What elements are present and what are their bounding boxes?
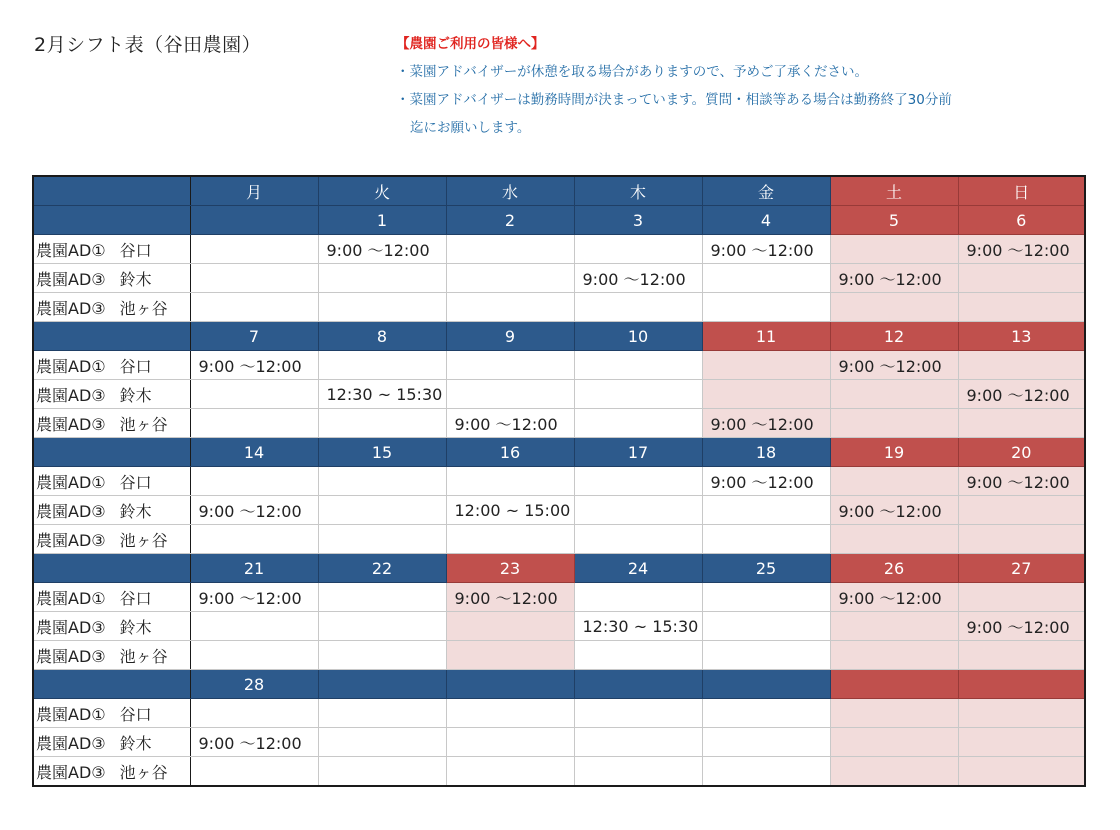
shift-cell: 9:00 ～12:00 <box>318 235 446 264</box>
shift-cell <box>958 728 1085 757</box>
date-cell <box>190 206 318 235</box>
staff-row <box>33 380 1085 409</box>
shift-cell <box>446 293 574 322</box>
shift-cell <box>318 351 446 380</box>
date-header-row <box>33 322 1085 351</box>
date-row-label-cell <box>33 670 190 699</box>
staff-id: 農園AD① <box>36 240 106 260</box>
shift-cell <box>830 699 958 728</box>
corner-header-cell <box>33 176 190 206</box>
shift-cell <box>958 525 1085 554</box>
shift-cell <box>190 293 318 322</box>
notice-line: 迄にお願いします。 <box>410 120 531 136</box>
shift-cell <box>830 728 958 757</box>
shift-cell <box>830 641 958 670</box>
shift-cell: 9:00 ～12:00 <box>958 380 1085 409</box>
date-cell: 15 <box>318 438 446 467</box>
shift-cell: 9:00 ～12:00 <box>958 467 1085 496</box>
staff-row <box>33 612 1085 641</box>
shift-cell <box>318 699 446 728</box>
shift-cell <box>830 380 958 409</box>
date-cell: 23 <box>446 554 574 583</box>
shift-cell <box>702 380 830 409</box>
date-cell <box>446 670 574 699</box>
shift-cell <box>702 293 830 322</box>
shift-cell <box>830 235 958 264</box>
shift-cell <box>702 612 830 641</box>
date-cell <box>958 670 1085 699</box>
staff-id: 農園AD③ <box>36 762 106 782</box>
staff-row <box>33 351 1085 380</box>
shift-cell: 9:00 ～12:00 <box>190 496 318 525</box>
shift-cell <box>318 467 446 496</box>
shift-cell <box>574 699 702 728</box>
staff-name: 谷口 <box>119 240 152 260</box>
staff-id: 農園AD③ <box>36 501 106 521</box>
staff-name: 谷口 <box>119 588 152 608</box>
shift-cell <box>830 293 958 322</box>
shift-cell: 9:00 ～12:00 <box>830 351 958 380</box>
staff-id: 農園AD③ <box>36 733 106 753</box>
shift-cell: 9:00 ～12:00 <box>958 612 1085 641</box>
staff-row <box>33 409 1085 438</box>
staff-name: 池ヶ谷 <box>119 530 168 550</box>
shift-cell: 9:00 ～12:00 <box>190 583 318 612</box>
shift-cell <box>830 757 958 787</box>
date-header-row <box>33 554 1085 583</box>
weekday-header-cell: 金 <box>702 176 830 206</box>
shift-cell <box>702 641 830 670</box>
shift-cell: 9:00 ～12:00 <box>446 409 574 438</box>
shift-cell <box>190 467 318 496</box>
shift-cell <box>574 641 702 670</box>
date-cell: 1 <box>318 206 446 235</box>
date-cell: 8 <box>318 322 446 351</box>
shift-cell <box>446 612 574 641</box>
shift-cell <box>574 380 702 409</box>
weekday-header-row <box>33 176 1085 206</box>
date-cell: 28 <box>190 670 318 699</box>
date-cell: 5 <box>830 206 958 235</box>
shift-cell <box>702 757 830 787</box>
staff-name: 鈴木 <box>119 385 152 405</box>
shift-cell <box>574 351 702 380</box>
shift-cell: 12:00 ~ 15:00 <box>446 496 574 525</box>
shift-cell <box>190 757 318 787</box>
shift-cell: 9:00 ～12:00 <box>830 583 958 612</box>
staff-name-cell <box>33 351 190 380</box>
shift-cell <box>958 583 1085 612</box>
shift-cell <box>446 467 574 496</box>
staff-name-cell <box>33 525 190 554</box>
shift-cell <box>318 496 446 525</box>
page-title: 2月シフト表（谷田農園） <box>34 34 262 56</box>
shift-cell <box>190 380 318 409</box>
notice-heading: 【農園ご利用の皆様へ】 <box>396 36 545 52</box>
shift-cell <box>190 409 318 438</box>
shift-cell <box>702 264 830 293</box>
shift-cell <box>702 728 830 757</box>
shift-table <box>32 175 1086 787</box>
shift-cell <box>318 612 446 641</box>
date-cell: 27 <box>958 554 1085 583</box>
shift-cell <box>318 757 446 787</box>
shift-cell <box>446 728 574 757</box>
staff-id: 農園AD③ <box>36 414 106 434</box>
weekday-header-cell: 水 <box>446 176 574 206</box>
shift-cell <box>958 641 1085 670</box>
staff-name: 池ヶ谷 <box>119 762 168 782</box>
shift-cell <box>830 612 958 641</box>
staff-name: 谷口 <box>119 472 152 492</box>
date-cell <box>574 670 702 699</box>
shift-cell <box>190 699 318 728</box>
shift-cell <box>446 264 574 293</box>
staff-row <box>33 293 1085 322</box>
date-cell: 9 <box>446 322 574 351</box>
weekday-header-cell: 火 <box>318 176 446 206</box>
staff-row <box>33 583 1085 612</box>
shift-cell <box>830 467 958 496</box>
date-header-row <box>33 438 1085 467</box>
shift-cell <box>958 293 1085 322</box>
staff-id: 農園AD① <box>36 356 106 376</box>
shift-cell: 9:00 ～12:00 <box>830 496 958 525</box>
staff-name-cell <box>33 409 190 438</box>
staff-id: 農園AD③ <box>36 617 106 637</box>
staff-name: 谷口 <box>119 704 152 724</box>
shift-cell <box>446 699 574 728</box>
shift-cell <box>446 757 574 787</box>
shift-cell <box>446 351 574 380</box>
shift-cell <box>318 264 446 293</box>
staff-row <box>33 699 1085 728</box>
staff-row <box>33 264 1085 293</box>
staff-name-cell <box>33 264 190 293</box>
date-cell: 20 <box>958 438 1085 467</box>
date-row-label-cell <box>33 206 190 235</box>
date-cell: 18 <box>702 438 830 467</box>
staff-name-cell <box>33 583 190 612</box>
date-cell: 10 <box>574 322 702 351</box>
date-cell: 16 <box>446 438 574 467</box>
staff-name-cell <box>33 380 190 409</box>
shift-cell: 9:00 ～12:00 <box>702 235 830 264</box>
staff-row <box>33 757 1085 787</box>
date-header-row <box>33 206 1085 235</box>
shift-cell <box>958 409 1085 438</box>
date-cell: 14 <box>190 438 318 467</box>
shift-cell <box>318 525 446 554</box>
shift-cell <box>318 583 446 612</box>
staff-row <box>33 235 1085 264</box>
shift-cell <box>190 612 318 641</box>
staff-row <box>33 467 1085 496</box>
staff-name: 鈴木 <box>119 733 152 753</box>
date-cell: 13 <box>958 322 1085 351</box>
shift-cell <box>574 525 702 554</box>
shift-cell <box>958 264 1085 293</box>
staff-id: 農園AD③ <box>36 269 106 289</box>
staff-name: 池ヶ谷 <box>119 298 168 318</box>
shift-cell: 9:00 ～12:00 <box>190 351 318 380</box>
staff-id: 農園AD③ <box>36 646 106 666</box>
shift-cell <box>574 467 702 496</box>
staff-name: 池ヶ谷 <box>119 646 168 666</box>
shift-cell <box>574 583 702 612</box>
staff-name-cell <box>33 641 190 670</box>
shift-cell <box>574 293 702 322</box>
staff-name: 鈴木 <box>119 617 152 637</box>
staff-name-cell <box>33 612 190 641</box>
shift-cell <box>958 757 1085 787</box>
staff-id: 農園AD③ <box>36 298 106 318</box>
staff-id: 農園AD① <box>36 472 106 492</box>
shift-cell <box>574 757 702 787</box>
date-row-label-cell <box>33 554 190 583</box>
staff-name: 池ヶ谷 <box>119 414 168 434</box>
shift-cell <box>958 496 1085 525</box>
date-cell <box>830 670 958 699</box>
date-cell: 19 <box>830 438 958 467</box>
shift-cell: 9:00 ～12:00 <box>574 264 702 293</box>
shift-cell <box>830 525 958 554</box>
shift-cell: 9:00 ～12:00 <box>830 264 958 293</box>
staff-name-cell <box>33 293 190 322</box>
staff-row <box>33 641 1085 670</box>
staff-row <box>33 496 1085 525</box>
shift-cell <box>446 235 574 264</box>
date-cell: 7 <box>190 322 318 351</box>
shift-cell <box>446 380 574 409</box>
shift-cell <box>446 525 574 554</box>
date-cell: 4 <box>702 206 830 235</box>
staff-row <box>33 728 1085 757</box>
staff-id: 農園AD③ <box>36 530 106 550</box>
shift-cell <box>190 641 318 670</box>
date-cell: 25 <box>702 554 830 583</box>
shift-cell <box>318 409 446 438</box>
shift-cell <box>190 264 318 293</box>
shift-cell <box>830 409 958 438</box>
date-cell: 2 <box>446 206 574 235</box>
shift-cell <box>318 293 446 322</box>
shift-cell <box>574 728 702 757</box>
staff-name-cell <box>33 496 190 525</box>
notice-line: ・菜園アドバイザーは勤務時間が決まっています。質問・相談等ある場合は勤務終了30分前 <box>396 92 952 108</box>
weekday-header-cell: 日 <box>958 176 1085 206</box>
date-cell: 17 <box>574 438 702 467</box>
shift-cell <box>574 409 702 438</box>
shift-cell <box>702 496 830 525</box>
date-cell: 26 <box>830 554 958 583</box>
staff-name: 鈴木 <box>119 269 152 289</box>
staff-row <box>33 525 1085 554</box>
date-row-label-cell <box>33 438 190 467</box>
shift-cell <box>574 235 702 264</box>
shift-cell: 12:30 ~ 15:30 <box>574 612 702 641</box>
weekday-header-cell: 木 <box>574 176 702 206</box>
date-cell <box>702 670 830 699</box>
staff-id: 農園AD① <box>36 704 106 724</box>
date-cell <box>318 670 446 699</box>
staff-name-cell <box>33 728 190 757</box>
shift-cell <box>190 525 318 554</box>
staff-name: 鈴木 <box>119 501 152 521</box>
shift-cell <box>702 525 830 554</box>
shift-cell <box>958 699 1085 728</box>
staff-name-cell <box>33 235 190 264</box>
notice-box <box>396 34 952 142</box>
date-cell: 24 <box>574 554 702 583</box>
date-row-label-cell <box>33 322 190 351</box>
shift-cell: 9:00 ～12:00 <box>446 583 574 612</box>
shift-cell: 12:30 ~ 15:30 <box>318 380 446 409</box>
staff-name: 谷口 <box>119 356 152 376</box>
shift-cell <box>318 641 446 670</box>
weekday-header-cell: 月 <box>190 176 318 206</box>
weekday-header-cell: 土 <box>830 176 958 206</box>
staff-id: 農園AD① <box>36 588 106 608</box>
staff-id: 農園AD③ <box>36 385 106 405</box>
shift-cell <box>574 496 702 525</box>
shift-cell <box>702 351 830 380</box>
date-cell: 22 <box>318 554 446 583</box>
shift-cell <box>958 351 1085 380</box>
shift-cell <box>446 641 574 670</box>
shift-cell <box>702 583 830 612</box>
shift-cell: 9:00 ～12:00 <box>702 467 830 496</box>
shift-cell <box>318 728 446 757</box>
staff-name-cell <box>33 699 190 728</box>
notice-line: ・菜園アドバイザーが休憩を取る場合がありますので、予めご了承ください。 <box>396 64 868 80</box>
date-cell: 12 <box>830 322 958 351</box>
date-cell: 11 <box>702 322 830 351</box>
date-cell: 3 <box>574 206 702 235</box>
date-cell: 21 <box>190 554 318 583</box>
shift-cell: 9:00 ～12:00 <box>958 235 1085 264</box>
staff-name-cell <box>33 757 190 787</box>
shift-cell <box>190 235 318 264</box>
shift-cell: 9:00 ～12:00 <box>190 728 318 757</box>
date-header-row <box>33 670 1085 699</box>
shift-cell <box>702 699 830 728</box>
staff-name-cell <box>33 467 190 496</box>
date-cell: 6 <box>958 206 1085 235</box>
shift-cell: 9:00 ～12:00 <box>702 409 830 438</box>
